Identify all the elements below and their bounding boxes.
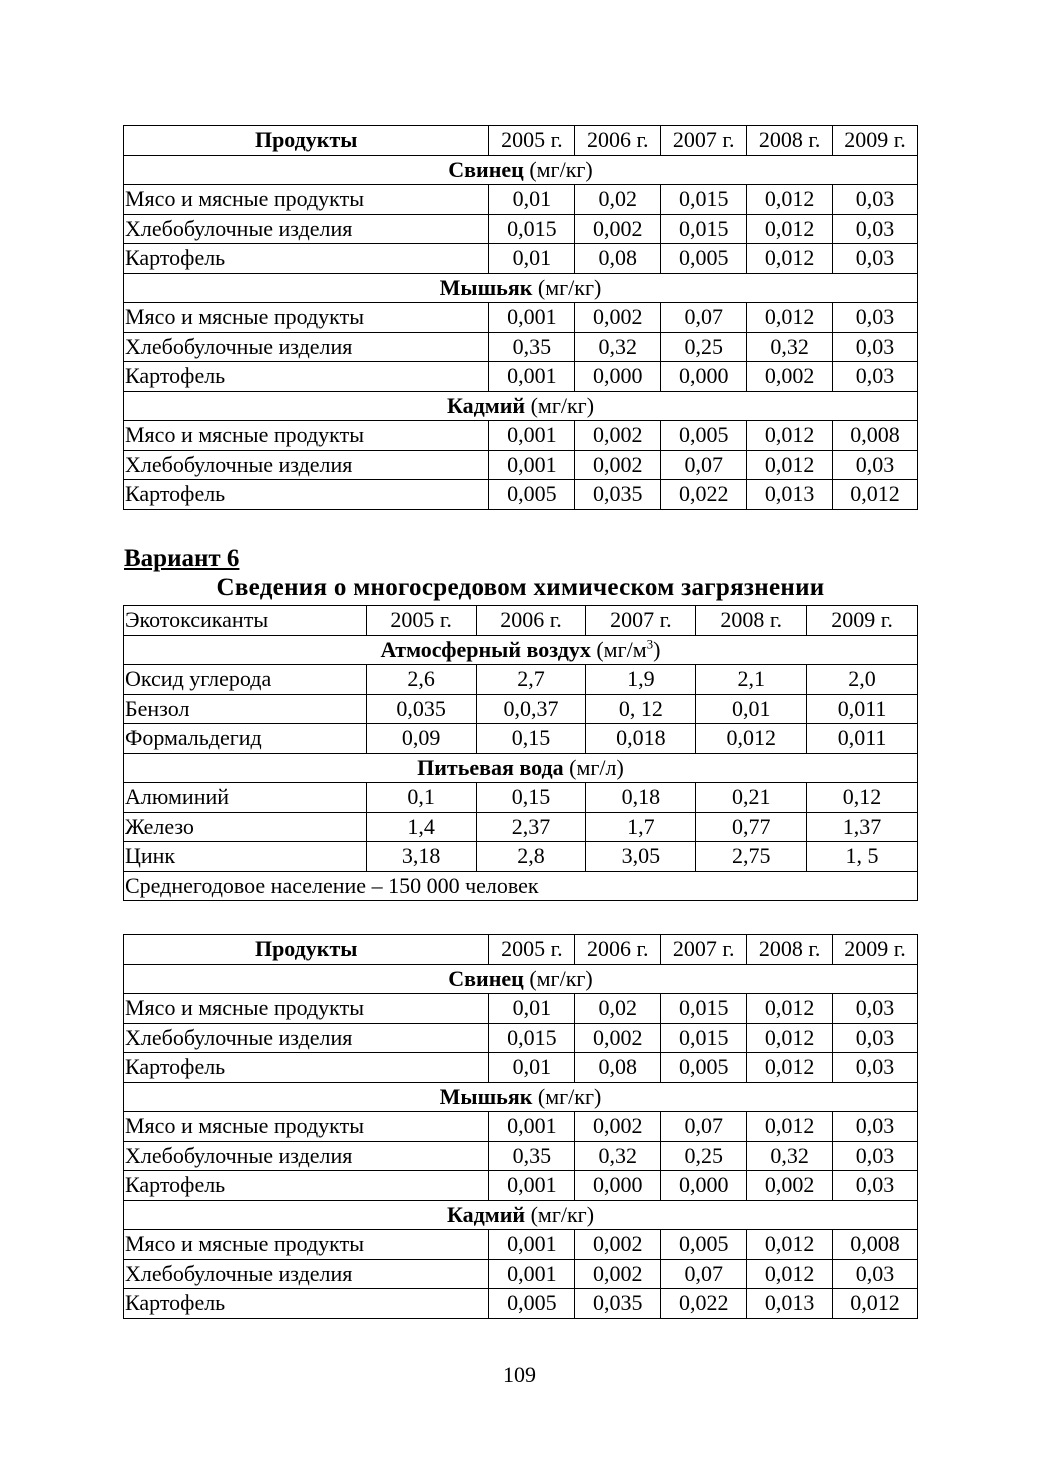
section-title: Свинец: [448, 965, 524, 991]
value-cell: 0,25: [661, 1141, 747, 1171]
value-cell: 0,03: [833, 332, 918, 362]
value-cell: 0,001: [489, 303, 575, 333]
variant-heading: Вариант 6: [124, 545, 240, 572]
value-cell: 0,1: [366, 783, 476, 813]
value-cell: 0,07: [661, 1259, 747, 1289]
value-cell: 0,002: [575, 303, 661, 333]
section-unit: (мг/м: [590, 636, 647, 662]
table-row: [124, 332, 918, 362]
population-note: Среднегодовое население – 150 000 человек: [124, 871, 918, 901]
value-cell: 0,035: [575, 480, 661, 510]
table-row: [124, 185, 918, 215]
header-name-cell: Экотоксиканты: [124, 606, 367, 636]
header-year-cell: 2006 г.: [476, 606, 586, 636]
table-row: [124, 1053, 918, 1083]
value-cell: 0,012: [747, 214, 833, 244]
row-label-cell: Мясо и мясные продукты: [124, 303, 489, 333]
value-cell: 0,015: [489, 214, 575, 244]
header-year-cell: 2009 г.: [833, 126, 918, 156]
header-year-cell: 2007 г.: [586, 606, 696, 636]
section-title-cell: [124, 155, 918, 185]
header-year-cell: 2006 г.: [575, 935, 661, 965]
value-cell: 0,005: [661, 1230, 747, 1260]
value-cell: 0,35: [489, 1141, 575, 1171]
section-row: [124, 391, 918, 421]
section-row: [124, 753, 918, 783]
table-row: [124, 694, 918, 724]
table-row: [124, 994, 918, 1024]
value-cell: 0,035: [366, 694, 476, 724]
value-cell: 0,035: [575, 1289, 661, 1319]
table-row: [124, 1023, 918, 1053]
section-unit: (мг/кг): [532, 1083, 602, 1109]
value-cell: 0,01: [489, 1053, 575, 1083]
value-cell: 0,03: [833, 1053, 918, 1083]
section-title-cell: [124, 753, 918, 783]
section-title: Кадмий: [446, 392, 526, 418]
section-title-cell: [124, 273, 918, 303]
row-label-cell: Картофель: [124, 362, 489, 392]
value-cell: 0, 12: [586, 694, 696, 724]
value-cell: 0,03: [833, 185, 918, 215]
section-unit: (мг/кг): [525, 1201, 595, 1227]
table-row: [124, 812, 918, 842]
value-cell: 0,77: [696, 812, 807, 842]
section-row: [124, 273, 918, 303]
value-cell: 0,07: [661, 450, 747, 480]
value-cell: 0,25: [661, 332, 747, 362]
value-cell: 0,015: [661, 1023, 747, 1053]
value-cell: 0,32: [575, 1141, 661, 1171]
section-unit: (мг/л): [563, 754, 624, 780]
value-cell: 0,001: [489, 421, 575, 451]
section-row: [124, 1082, 918, 1112]
table-row: [124, 1230, 918, 1260]
row-label-cell: Мясо и мясные продукты: [124, 1112, 489, 1142]
value-cell: 2,0: [807, 665, 918, 695]
value-cell: 0,09: [366, 724, 476, 754]
value-cell: 0,012: [747, 185, 833, 215]
value-cell: 1,7: [586, 812, 696, 842]
header-year-cell: 2006 г.: [575, 126, 661, 156]
header-year-cell: 2009 г.: [807, 606, 918, 636]
value-cell: 0,32: [747, 1141, 833, 1171]
header-name-cell: Продукты: [124, 126, 489, 156]
value-cell: 0,005: [489, 1289, 575, 1319]
value-cell: 0,012: [833, 480, 918, 510]
row-label-cell: Хлебобулочные изделия: [124, 1259, 489, 1289]
row-label-cell: Хлебобулочные изделия: [124, 450, 489, 480]
table-row: [124, 665, 918, 695]
row-label-cell: Формальдегид: [124, 724, 367, 754]
value-cell: 0,03: [833, 1171, 918, 1201]
header-row: [124, 935, 918, 965]
value-cell: 0,001: [489, 1112, 575, 1142]
header-year-cell: 2005 г.: [489, 126, 575, 156]
value-cell: 0,002: [575, 1023, 661, 1053]
header-year-cell: 2005 г.: [366, 606, 476, 636]
header-year-cell: 2008 г.: [696, 606, 807, 636]
section-unit: (мг/кг): [525, 392, 595, 418]
value-cell: 0,018: [586, 724, 696, 754]
table-row: [124, 214, 918, 244]
value-cell: 0,005: [661, 1053, 747, 1083]
row-label-cell: Мясо и мясные продукты: [124, 1230, 489, 1260]
value-cell: 0,013: [747, 480, 833, 510]
section-title: Мышьяк: [439, 1083, 533, 1109]
value-cell: 0,002: [575, 1259, 661, 1289]
value-cell: 0,015: [661, 994, 747, 1024]
value-cell: 0,005: [661, 244, 747, 274]
value-cell: 0,03: [833, 994, 918, 1024]
header-row: [124, 126, 918, 156]
value-cell: 0,000: [575, 362, 661, 392]
header-year-cell: 2005 г.: [489, 935, 575, 965]
value-cell: 1, 5: [807, 842, 918, 872]
row-label-cell: Мясо и мясные продукты: [124, 185, 489, 215]
footer-row: [124, 871, 918, 901]
section-subtitle: Сведения о многосредовом химическом загрязнении: [216, 574, 825, 601]
row-label-cell: Хлебобулочные изделия: [124, 1023, 489, 1053]
row-label-cell: Мясо и мясные продукты: [124, 421, 489, 451]
section-title-cell: [124, 964, 918, 994]
value-cell: 0,012: [747, 303, 833, 333]
value-cell: 0,03: [833, 244, 918, 274]
table-row: [124, 303, 918, 333]
value-cell: 0,0,37: [476, 694, 586, 724]
value-cell: 0,03: [833, 1259, 918, 1289]
value-cell: 0,011: [807, 694, 918, 724]
table-row: [124, 1112, 918, 1142]
section-unit: (мг/кг): [523, 965, 593, 991]
header-year-cell: 2008 г.: [747, 126, 833, 156]
value-cell: 1,4: [366, 812, 476, 842]
value-cell: 2,75: [696, 842, 807, 872]
value-cell: 0,15: [476, 783, 586, 813]
value-cell: 0,002: [575, 421, 661, 451]
value-cell: 0,012: [747, 1230, 833, 1260]
value-cell: 0,01: [489, 244, 575, 274]
value-cell: 2,6: [366, 665, 476, 695]
section-title: Питьевая вода: [417, 754, 564, 780]
value-cell: 0,03: [833, 1141, 918, 1171]
header-year-cell: 2008 г.: [747, 935, 833, 965]
row-label-cell: Оксид углерода: [124, 665, 367, 695]
value-cell: 0,002: [747, 362, 833, 392]
section-row: [124, 964, 918, 994]
value-cell: 0,001: [489, 1230, 575, 1260]
value-cell: 0,012: [747, 994, 833, 1024]
value-cell: 0,015: [661, 185, 747, 215]
value-cell: 0,02: [575, 185, 661, 215]
value-cell: 0,005: [489, 480, 575, 510]
value-cell: 0,012: [833, 1289, 918, 1319]
value-cell: 0,03: [833, 1023, 918, 1053]
value-cell: 0,002: [747, 1171, 833, 1201]
table-row: [124, 1171, 918, 1201]
header-year-cell: 2007 г.: [661, 935, 747, 965]
value-cell: 0,012: [747, 1112, 833, 1142]
value-cell: 0,002: [575, 450, 661, 480]
value-cell: 0,013: [747, 1289, 833, 1319]
value-cell: 0,012: [747, 421, 833, 451]
value-cell: 0,008: [833, 1230, 918, 1260]
header-year-cell: 2007 г.: [661, 126, 747, 156]
row-label-cell: Мясо и мясные продукты: [124, 994, 489, 1024]
value-cell: 0,001: [489, 1171, 575, 1201]
row-label-cell: Хлебобулочные изделия: [124, 1141, 489, 1171]
section-unit: (мг/кг): [532, 274, 602, 300]
value-cell: 2,7: [476, 665, 586, 695]
value-cell: 0,03: [833, 1112, 918, 1142]
value-cell: 0,08: [575, 1053, 661, 1083]
value-cell: 0,012: [696, 724, 807, 754]
value-cell: 0,001: [489, 450, 575, 480]
value-cell: 3,18: [366, 842, 476, 872]
value-cell: 0,32: [747, 332, 833, 362]
value-cell: 0,001: [489, 362, 575, 392]
value-cell: 0,015: [661, 214, 747, 244]
value-cell: 0,002: [575, 1230, 661, 1260]
products-table-top: [123, 125, 918, 510]
value-cell: 0,011: [807, 724, 918, 754]
row-label-cell: Хлебобулочные изделия: [124, 214, 489, 244]
value-cell: 2,37: [476, 812, 586, 842]
value-cell: 2,1: [696, 665, 807, 695]
value-cell: 0,005: [661, 421, 747, 451]
section-row: [124, 155, 918, 185]
value-cell: 0,03: [833, 450, 918, 480]
value-cell: 0,21: [696, 783, 807, 813]
value-cell: 0,01: [489, 994, 575, 1024]
value-cell: 0,03: [833, 214, 918, 244]
table-row: [124, 1259, 918, 1289]
section-row: [124, 1200, 918, 1230]
value-cell: 0,012: [747, 1053, 833, 1083]
value-cell: 0,012: [747, 450, 833, 480]
row-label-cell: Картофель: [124, 244, 489, 274]
value-cell: 0,022: [661, 1289, 747, 1319]
value-cell: 3,05: [586, 842, 696, 872]
value-cell: 0,015: [489, 1023, 575, 1053]
section-title: Мышьяк: [439, 274, 533, 300]
table-row: [124, 421, 918, 451]
table-row: [124, 244, 918, 274]
header-year-cell: 2009 г.: [833, 935, 918, 965]
row-label-cell: Алюминий: [124, 783, 367, 813]
section-unit-end: ): [653, 636, 661, 662]
value-cell: 0,03: [833, 303, 918, 333]
section-row: [124, 635, 918, 665]
value-cell: 0,12: [807, 783, 918, 813]
table-row: [124, 450, 918, 480]
table-row: [124, 783, 918, 813]
row-label-cell: Цинк: [124, 842, 367, 872]
value-cell: 0,15: [476, 724, 586, 754]
value-cell: 0,012: [747, 1023, 833, 1053]
value-cell: 0,001: [489, 1259, 575, 1289]
row-label-cell: Картофель: [124, 1289, 489, 1319]
table-row: [124, 1141, 918, 1171]
value-cell: 0,01: [696, 694, 807, 724]
section-unit-superscript: 3: [646, 636, 654, 652]
value-cell: 0,32: [575, 332, 661, 362]
value-cell: 0,012: [747, 244, 833, 274]
value-cell: 0,07: [661, 303, 747, 333]
value-cell: 1,9: [586, 665, 696, 695]
section-unit: (мг/кг): [523, 156, 593, 182]
value-cell: 0,01: [489, 185, 575, 215]
table-row: [124, 362, 918, 392]
row-label-cell: Хлебобулочные изделия: [124, 332, 489, 362]
value-cell: 0,002: [575, 1112, 661, 1142]
value-cell: 1,37: [807, 812, 918, 842]
section-title-cell: [124, 1200, 918, 1230]
value-cell: 0,008: [833, 421, 918, 451]
header-row: [124, 606, 918, 636]
value-cell: 0,002: [575, 214, 661, 244]
value-cell: 2,8: [476, 842, 586, 872]
eco-toxicants-table: [123, 605, 918, 901]
table-row: [124, 842, 918, 872]
value-cell: 0,022: [661, 480, 747, 510]
value-cell: 0,35: [489, 332, 575, 362]
table-row: [124, 724, 918, 754]
page-number: 109: [503, 1362, 536, 1387]
section-title: Кадмий: [446, 1201, 526, 1227]
row-label-cell: Картофель: [124, 1053, 489, 1083]
table-row: [124, 1289, 918, 1319]
value-cell: 0,07: [661, 1112, 747, 1142]
value-cell: 0,18: [586, 783, 696, 813]
value-cell: 0,000: [661, 1171, 747, 1201]
value-cell: 0,012: [747, 1259, 833, 1289]
section-title-cell: [124, 391, 918, 421]
row-label-cell: Картофель: [124, 480, 489, 510]
section-title: Атмосферный воздух: [380, 636, 591, 662]
row-label-cell: Бензол: [124, 694, 367, 724]
section-title-cell: [124, 635, 918, 665]
header-name-cell: Продукты: [124, 935, 489, 965]
value-cell: 0,03: [833, 362, 918, 392]
value-cell: 0,02: [575, 994, 661, 1024]
row-label-cell: Железо: [124, 812, 367, 842]
value-cell: 0,08: [575, 244, 661, 274]
section-title: Свинец: [448, 156, 524, 182]
table-row: [124, 480, 918, 510]
row-label-cell: Картофель: [124, 1171, 489, 1201]
products-table-bottom: [123, 934, 918, 1319]
section-title-cell: [124, 1082, 918, 1112]
value-cell: 0,000: [661, 362, 747, 392]
value-cell: 0,000: [575, 1171, 661, 1201]
